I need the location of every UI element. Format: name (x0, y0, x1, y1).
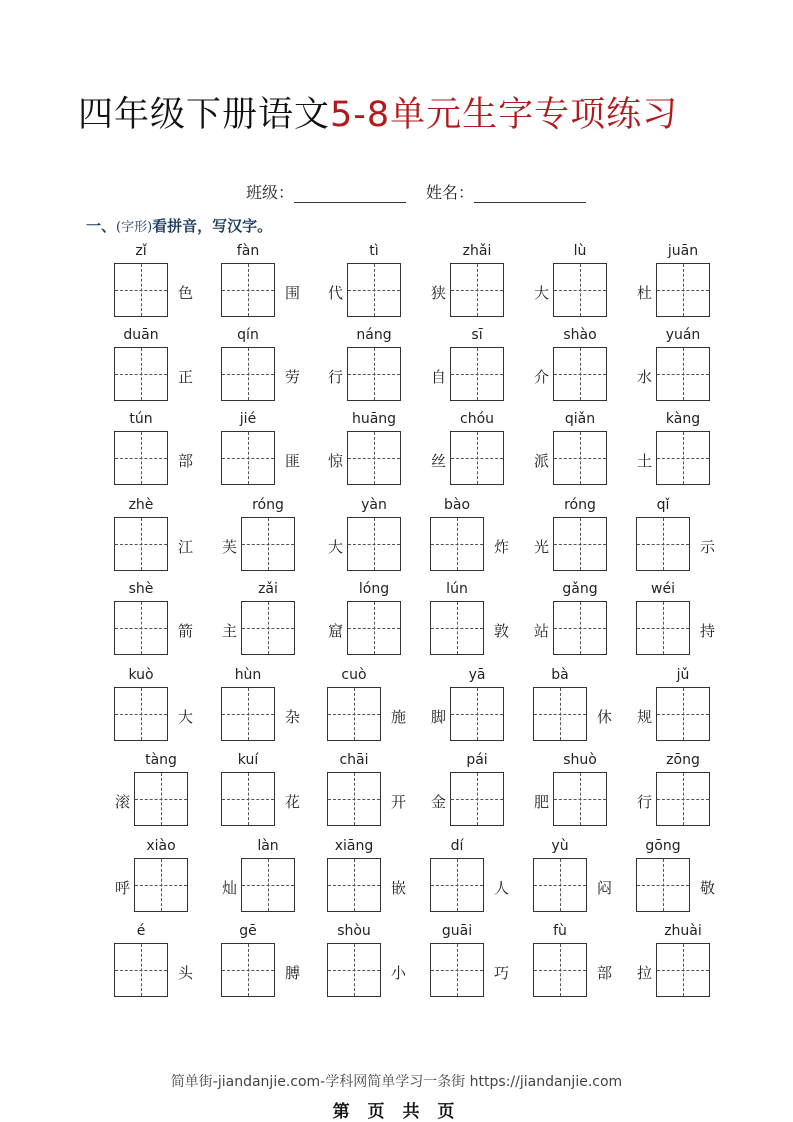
hint-character: 光 (534, 538, 550, 556)
hint-character: 头 (178, 964, 194, 982)
pinyin-label: chóu (459, 411, 495, 427)
pinyin-label: zōng (666, 752, 700, 768)
hint-character: 色 (178, 284, 194, 302)
hint-character: 匪 (285, 452, 301, 470)
pinyin-label: hùn (234, 667, 262, 683)
exercise-item (0, 411, 793, 491)
pinyin-label: qiǎn (564, 411, 596, 427)
guide-line-vertical (663, 602, 664, 654)
pinyin-label: kuò (128, 667, 154, 683)
page-number: 第 页 共 页 (332, 1102, 461, 1122)
footer-watermark: 简单街-jiandanjie.com-学科网简单学习一条街 https://jiandanjie.com (170, 1074, 623, 1090)
pinyin-label: róng (564, 497, 596, 513)
hint-character: 闷 (597, 879, 613, 897)
hint-character: 自 (431, 368, 447, 386)
class-label: 班级： (246, 183, 295, 202)
hint-character: 部 (178, 452, 194, 470)
writing-box[interactable] (656, 772, 710, 826)
exercise-item (0, 497, 793, 577)
guide-line-vertical (683, 432, 684, 484)
exercise-item (0, 838, 793, 918)
hint-character: 膊 (285, 964, 301, 982)
hint-character: 花 (285, 793, 301, 811)
pinyin-label: pái (466, 752, 488, 768)
hint-character: 土 (637, 452, 653, 470)
hint-character: 芙 (222, 538, 238, 556)
writing-box[interactable] (636, 601, 690, 655)
hint-character: 大 (328, 538, 344, 556)
hint-character: 开 (391, 793, 407, 811)
hint-character: 小 (391, 964, 407, 982)
hint-character: 杜 (637, 284, 653, 302)
pinyin-label: zhǎi (462, 243, 492, 259)
pinyin-label: zhuài (664, 923, 702, 939)
pinyin-label: wéi (651, 581, 675, 597)
pinyin-label: sī (471, 327, 483, 343)
pinyin-label: náng (356, 327, 392, 343)
hint-character: 主 (222, 622, 238, 640)
pinyin-label: dí (450, 838, 464, 854)
exercise-item (0, 581, 793, 661)
writing-box[interactable] (656, 687, 710, 741)
pinyin-label: róng (252, 497, 284, 513)
hint-character: 行 (637, 793, 653, 811)
hint-character: 肥 (534, 793, 550, 811)
hint-character: 正 (178, 368, 194, 386)
section-number: 一、 (86, 217, 117, 235)
hint-character: 惊 (328, 452, 344, 470)
pinyin-label: zǐ (135, 243, 147, 259)
exercise-item (0, 243, 793, 323)
pinyin-label: kàng (665, 411, 701, 427)
title-subject: 5-8单元生字专项练习 (330, 95, 679, 135)
exercise-item (0, 752, 793, 832)
hint-character: 行 (328, 368, 344, 386)
pinyin-label: juān (667, 243, 699, 259)
hint-character: 狭 (431, 284, 447, 302)
hint-character: 金 (431, 793, 447, 811)
pinyin-label: bào (443, 497, 471, 513)
hint-character: 部 (597, 964, 613, 982)
hint-character: 敦 (494, 622, 510, 640)
exercise-item (0, 667, 793, 747)
pinyin-label: qín (237, 327, 259, 343)
writing-box[interactable] (656, 943, 710, 997)
section-instruction: 看拼音，写汉字。 (152, 217, 273, 235)
hint-character: 窟 (328, 622, 344, 640)
pinyin-label: shòu (337, 923, 371, 939)
pinyin-label: huāng (351, 411, 397, 427)
hint-character: 规 (637, 708, 653, 726)
pinyin-label: shào (563, 327, 597, 343)
pinyin-label: zhè (128, 497, 154, 513)
pinyin-label: lù (573, 243, 587, 259)
hint-character: 围 (285, 284, 301, 302)
pinyin-label: kuí (237, 752, 259, 768)
hint-character: 水 (637, 368, 653, 386)
pinyin-label: shè (128, 581, 154, 597)
pinyin-label: fàn (236, 243, 260, 259)
pinyin-label: yàn (361, 497, 387, 513)
hint-character: 大 (178, 708, 194, 726)
guide-line-vertical (683, 264, 684, 316)
pinyin-label: gǎng (562, 581, 598, 597)
pinyin-label: chāi (339, 752, 369, 768)
pinyin-label: zǎi (258, 581, 278, 597)
pinyin-label: jǔ (676, 667, 690, 683)
pinyin-label: shuò (563, 752, 597, 768)
hint-character: 脚 (431, 708, 447, 726)
hint-character: 持 (700, 622, 716, 640)
pinyin-label: tún (129, 411, 153, 427)
guide-line-vertical (683, 773, 684, 825)
hint-character: 丝 (431, 452, 447, 470)
hint-character: 箭 (178, 622, 194, 640)
pinyin-label: duān (123, 327, 159, 343)
pinyin-label: é (136, 923, 146, 939)
pinyin-label: gōng (645, 838, 681, 854)
hint-character: 代 (328, 284, 344, 302)
title-grade: 四年级下册语文 (78, 95, 331, 135)
hint-character: 嵌 (391, 879, 407, 897)
pinyin-label: yuán (665, 327, 701, 343)
pinyin-label: cuò (341, 667, 367, 683)
hint-character: 介 (534, 368, 550, 386)
pinyin-label: tì (369, 243, 379, 259)
writing-box[interactable] (656, 263, 710, 317)
guide-line-vertical (683, 688, 684, 740)
hint-character: 杂 (285, 708, 301, 726)
hint-character: 敬 (700, 879, 716, 897)
exercise-item (0, 923, 793, 1003)
pinyin-label: xiāng (334, 838, 374, 854)
guide-line-vertical (683, 348, 684, 400)
pinyin-label: gē (239, 923, 257, 939)
guide-line-vertical (663, 518, 664, 570)
guide-line-vertical (663, 859, 664, 911)
hint-character: 休 (597, 708, 613, 726)
guide-line-vertical (683, 944, 684, 996)
pinyin-label: qǐ (656, 497, 670, 513)
writing-box[interactable] (636, 858, 690, 912)
section-sub: (字形) (116, 220, 153, 235)
pinyin-label: yù (551, 838, 569, 854)
pinyin-label: yā (468, 667, 486, 683)
hint-character: 江 (178, 538, 194, 556)
pinyin-label: guāi (441, 923, 473, 939)
hint-character: 拉 (637, 964, 653, 982)
hint-character: 劳 (285, 368, 301, 386)
pinyin-label: lóng (358, 581, 390, 597)
hint-character: 巧 (494, 964, 510, 982)
pinyin-label: tàng (145, 752, 177, 768)
hint-character: 施 (391, 708, 407, 726)
pinyin-label: xiào (146, 838, 176, 854)
hint-character: 大 (534, 284, 550, 302)
name-label: 姓名： (426, 183, 475, 202)
hint-character: 滚 (115, 793, 131, 811)
hint-character: 派 (534, 452, 550, 470)
hint-character: 呼 (115, 879, 131, 897)
pinyin-label: bà (551, 667, 569, 683)
writing-box[interactable] (656, 431, 710, 485)
hint-character: 站 (534, 622, 550, 640)
pinyin-label: jié (239, 411, 257, 427)
writing-box[interactable] (636, 517, 690, 571)
hint-character: 人 (494, 879, 510, 897)
hint-character: 示 (700, 538, 716, 556)
hint-character: 灿 (222, 879, 238, 897)
exercise-item (0, 327, 793, 407)
pinyin-label: lún (446, 581, 468, 597)
writing-box[interactable] (656, 347, 710, 401)
hint-character: 炸 (494, 538, 510, 556)
pinyin-label: làn (257, 838, 279, 854)
pinyin-label: fù (553, 923, 567, 939)
